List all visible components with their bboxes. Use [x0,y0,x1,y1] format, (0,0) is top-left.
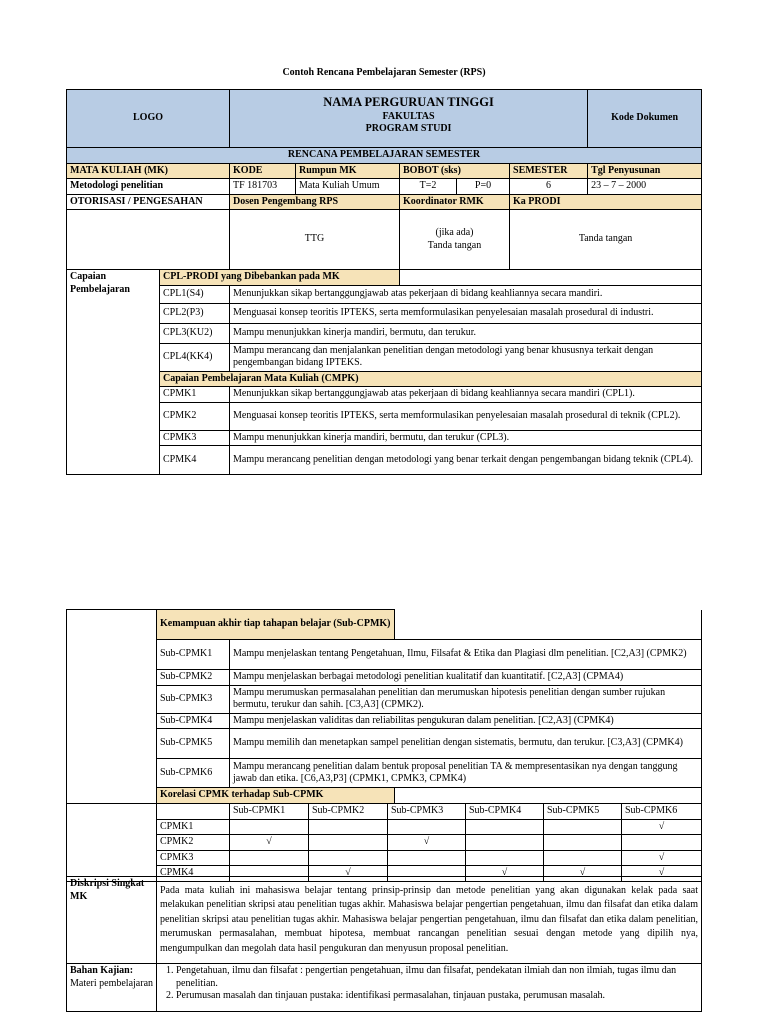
course-practice-credit: P=0 [457,179,510,195]
bahan-list [160,965,698,1003]
logo-placeholder: LOGO [67,90,230,148]
sub-cpmk-text: Mampu menjelaskan berbagai metodologi penelitian kualitatif dan kuantitatif. [C2,A3] (CPMA4) [230,670,702,686]
korelasi-col-header: Sub-CPMK5 [544,804,622,820]
korelasi-cell: √ [622,850,702,866]
korelasi-cell: √ [466,866,544,882]
cpmk-text: Mampu menunjukkan kinerja mandiri, bermutu, dan terukur (CPL3). [230,430,702,446]
sub-cpmk-code: Sub-CPMK3 [157,685,230,713]
rps-header-table [66,89,702,475]
korelasi-cell [388,850,466,866]
korelasi-row-label: CPMK4 [157,866,230,882]
description-table [66,876,702,1012]
korelasi-matrix [66,803,702,882]
header-rumpun: Rumpun MK [296,163,400,179]
authorization-label: OTORISASI / PENGESAHAN [67,194,230,210]
cpl-code: CPL2(P3) [160,303,230,323]
sub-cpmk-code: Sub-CPMK1 [157,640,230,670]
course-code: TF 181703 [230,179,296,195]
course-theory-credit: T=2 [400,179,457,195]
korelasi-cell: √ [622,819,702,835]
header-bobot: BOBOT (sks) [400,163,510,179]
sub-cpmk-text: Mampu merancang penelitian dalam bentuk proposal penelitian TA & mempresentasikan nya dengan tanggung jawab dan etika. [C6,A3,P3] (CPMK1, CPMK3, CPMK4) [230,759,702,788]
program-name: PROGRAM STUDI [365,123,452,135]
cpmk-code: CPMK3 [160,430,230,446]
koordinator-sign-label: Tanda tangan [427,239,482,251]
korelasi-cell [388,819,466,835]
korelasi-cell [544,835,622,851]
korelasi-cell: √ [230,835,309,851]
cpmk-code: CPMK4 [160,446,230,475]
cpl-heading: CPL-PRODI yang Dibebankan pada MK [160,270,400,286]
korelasi-col-header: Sub-CPMK2 [309,804,388,820]
kaprodi-header: Ka PRODI [510,194,702,210]
korelasi-cell: √ [388,835,466,851]
institution-name: NAMA PERGURUAN TINGGI [323,95,494,109]
korelasi-cell [230,850,309,866]
sub-cpmk-text: Mampu merumuskan permasalahan penelitian dan merumuskan hipotesis penelitian dengan sumber rujukan bermutu, terukur dan sahih. [C3,A3] (CPMK2). [230,685,702,713]
institution-block [230,90,588,148]
course-name: Metodologi penelitian [67,179,230,195]
document-code: Kode Dokumen [588,90,702,148]
bahan-label-bold: Bahan Kajian: [70,965,134,976]
sub-cpmk-table [66,609,702,804]
deskripsi-label: Diskripsi Singkat MK [67,877,157,964]
korelasi-col-header: Sub-CPMK6 [622,804,702,820]
sub-cpmk-heading: Kemampuan akhir tiap tahapan belajar (Sub-CPMK) [157,610,395,640]
korelasi-col-header: Sub-CPMK4 [466,804,544,820]
header-tgl: Tgl Penyusunan [588,163,702,179]
korelasi-left-blank [67,804,157,882]
cpl-text: Mampu merancang dan menjalankan penelitian dengan metodologi yang benar khususnya terkait dengan pengembangan bidang IPTEKS. [230,343,702,371]
korelasi-cell [309,835,388,851]
korelasi-cell [309,850,388,866]
sub-cpmk-text: Mampu menjelaskan tentang Pengetahuan, Ilmu, Filsafat & Etika dan Plagiasi dlm penelitian. [C2,A3] (CPMK2) [230,640,702,670]
cpmk-heading: Capaian Pembelajaran Mata Kuliah (CMPK) [160,371,702,387]
bahan-content [157,964,702,1012]
korelasi-cell [466,835,544,851]
sub-cpmk-code: Sub-CPMK5 [157,729,230,759]
cpmk-code: CPMK2 [160,402,230,430]
rps-title: RENCANA PEMBELAJARAN SEMESTER [67,148,702,164]
cpl-code: CPL3(KU2) [160,323,230,343]
korelasi-cell [309,819,388,835]
sub-cpmk-heading-blank [395,610,702,640]
korelasi-cell [466,819,544,835]
bahan-item: 2. Perumusan masalah dan tinjauan pustaka: identifikasi permasalahan, tinjauan pustaka, perumusan masalah. [176,990,698,1003]
dosen-header: Dosen Pengembang RPS [230,194,400,210]
capaian-label: Capaian Pembelajaran [67,270,160,475]
bahan-item: 1. Pengetahuan, ilmu dan filsafat : pengertian pengetahuan, ilmu dan filsafat, pendekatan ilmiah dan non ilmiah, tugas ilmu dan penelitian. [176,965,698,990]
sub-cpmk-text: Mampu memilih dan menetapkan sampel penelitian dengan sistematis, bermutu, dan terukur. [C3,A3] (CPMK4) [230,729,702,759]
korelasi-row-label: CPMK1 [157,819,230,835]
korelasi-heading: Korelasi CPMK terhadap Sub-CPMK [157,788,395,804]
cpl-code: CPL4(KK4) [160,343,230,371]
dosen-signature: TTG [230,210,400,270]
cpl-text: Menunjukkan sikap bertanggungjawab atas pekerjaan di bidang keahliannya secara mandiri. [230,285,702,303]
cpl-code: CPL1(S4) [160,285,230,303]
cpmk-text: Mampu merancang penelitian dengan metodologi yang benar terkait dengan pengembangan bidang teknik (CPL4). [230,446,702,475]
korelasi-col-header: Sub-CPMK3 [388,804,466,820]
korelasi-row-label: CPMK2 [157,835,230,851]
korelasi-cell [230,819,309,835]
cpl-text: Menguasai konsep teoritis IPTEKS, serta memformulasikan penyelesaian masalah prosedural di industri. [230,303,702,323]
header-kode: KODE [230,163,296,179]
korelasi-corner [157,804,230,820]
bahan-label [67,964,157,1012]
korelasi-cell: √ [544,866,622,882]
koordinator-signature [400,210,510,270]
korelasi-heading-blank [395,788,702,804]
korelasi-cell [544,850,622,866]
authorization-blank [67,210,230,270]
korelasi-cell [622,835,702,851]
cpl-heading-blank [400,270,702,286]
korelasi-cell: √ [622,866,702,882]
kaprodi-signature: Tanda tangan [510,210,702,270]
course-semester: 6 [510,179,588,195]
sub-cpmk-left-blank [67,610,157,804]
faculty-name: FAKULTAS [382,110,435,122]
course-date: 23 – 7 – 2000 [588,179,702,195]
korelasi-col-header: Sub-CPMK1 [230,804,309,820]
cpl-text: Mampu menunjukkan kinerja mandiri, bermutu, dan terukur. [230,323,702,343]
korelasi-row-label: CPMK3 [157,850,230,866]
korelasi-cell [544,819,622,835]
sub-cpmk-text: Mampu menjelaskan validitas dan reliabilitas pengukuran dalam penelitian. [C2,A3] (CPMK4) [230,713,702,729]
jika-ada-note: (jika ada) [435,227,474,238]
sub-cpmk-code: Sub-CPMK2 [157,670,230,686]
sub-cpmk-code: Sub-CPMK4 [157,713,230,729]
korelasi-cell: √ [309,866,388,882]
koordinator-header: Koordinator RMK [400,194,510,210]
sub-cpmk-code: Sub-CPMK6 [157,759,230,788]
header-semester: SEMESTER [510,163,588,179]
document-title: Contoh Rencana Pembelajaran Semester (RPS) [282,67,486,78]
bahan-label-rest: Materi pembelajaran [70,977,154,989]
korelasi-cell [466,850,544,866]
header-mk: MATA KULIAH (MK) [67,163,230,179]
deskripsi-text: Pada mata kuliah ini mahasiswa belajar tentang prinsip-prinsip dan metode penelitian yang akan digunakan kelak pada saat melakukan penelitian skripsi atau penelitian tugas akhir. Mahasiswa belajar pengertian pengetahuan, ilmu dan filsafat dan etika dalam penelitian skripsi atau penelitian tugas akhir. Mahasiswa belajar pengertian pengetahuan, ilmu dan filsafat dan etika dalam penelitian, merumuskan permasalahan, membuat hipotesa, membuat rancangan penelitian sesuai dengan metode yang dipilih nya, mengumpulkan dan megolah data hasil pengukuran dan menyusun proposal penelitian. [157,877,702,964]
cpmk-code: CPMK1 [160,387,230,403]
cpmk-text: Menguasai konsep teoritis IPTEKS, serta memformulasikan penyelesaian masalah prosedural di teknik (CPL2). [230,402,702,430]
course-rumpun: Mata Kuliah Umum [296,179,400,195]
cpmk-text: Menunjukkan sikap bertanggungjawab atas pekerjaan di bidang keahliannya secara mandiri (CPL1). [230,387,702,403]
